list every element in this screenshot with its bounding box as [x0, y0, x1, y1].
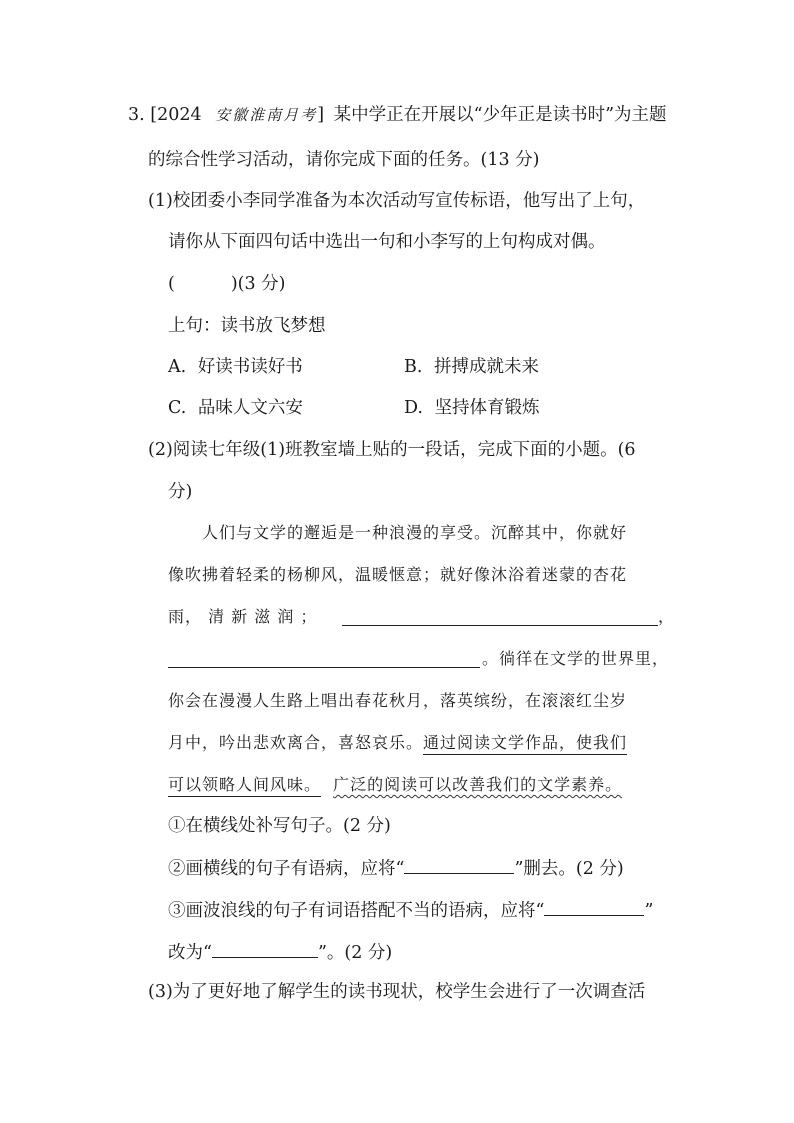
- passage-line5: 你会在漫漫人生路上唱出春花秋月，落英缤纷，在滚滚红尘岁: [168, 691, 628, 710]
- option-d[interactable]: [404, 400, 540, 418]
- option-label: D.: [404, 398, 423, 418]
- option-label: A.: [168, 357, 187, 377]
- answer-paren-open: (: [168, 274, 175, 294]
- passage-line7: [168, 777, 622, 793]
- option-text: 坚持体育锻炼: [434, 398, 540, 418]
- question-number: 3.: [128, 105, 145, 125]
- subq-3-tail: ”。(2 分): [317, 943, 393, 963]
- passage-line6: [168, 735, 627, 751]
- question-stem-line2: 的综合性学习活动，请你完成下面的任务。(13 分): [148, 150, 540, 170]
- fill-blank-5[interactable]: [212, 943, 318, 958]
- part1-upper-line: 上句：读书放飞梦想: [168, 316, 326, 336]
- underlined-sentence: 通过阅读文学作品，使我们: [423, 733, 627, 755]
- subq-3-quote: ”: [644, 901, 654, 921]
- wavy-underlined-sentence: 广泛的阅读可以改善我们的文学素养。: [333, 775, 623, 794]
- subq-3-text: ③画波浪线的句子有词语搭配不当的语病，应将“: [168, 901, 545, 921]
- passage-line4-end: 。徜徉在文学的世界里，: [482, 649, 670, 668]
- passage-line3: [168, 609, 317, 625]
- option-text: 品味人文六安: [197, 398, 303, 418]
- source-label: 安徽淮南月考: [215, 106, 318, 124]
- part2-line2: 分): [168, 482, 193, 502]
- subq-1: ①在横线处补写句子。(2 分): [168, 816, 391, 836]
- subq-3: [168, 901, 653, 921]
- subq-2: [168, 859, 624, 879]
- option-a[interactable]: [168, 359, 303, 377]
- answer-paren-close: )(3 分): [230, 274, 286, 294]
- underlined-sentence-end: 可以领略人间风味。: [168, 775, 321, 797]
- subq-2-tail: ”删去。(2 分): [514, 859, 624, 879]
- question-stem-line1: 某中学正在开展以“少年正是读书时”为主题: [333, 105, 667, 125]
- option-label: B.: [404, 357, 423, 377]
- part1-line2: 请你从下面四句话中选出一句和小李写的上句构成对偶。: [168, 232, 606, 252]
- fill-blank-4[interactable]: [544, 901, 644, 916]
- passage-line3-text: 雨， 清 新 滋 润 ；: [168, 607, 318, 626]
- passage-line6-text: 月中，吟出悲欢离合，喜怒哀乐。: [168, 733, 424, 752]
- option-c[interactable]: [168, 400, 303, 418]
- question-header: [128, 107, 667, 125]
- option-b[interactable]: [404, 359, 539, 377]
- part3-line1: (3)为了更好地了解学生的读书现状，校学生会进行了一次调查活: [148, 982, 646, 1002]
- part2-line1: (2)阅读七年级(1)班教室墙上贴的一段话，完成下面的小题。(6: [148, 440, 636, 460]
- passage-line1: 人们与文学的邂逅是一种浪漫的享受。沉醉其中，你就好: [202, 523, 628, 542]
- subq-3-change: 改为“: [168, 943, 212, 963]
- passage-line3-end: ，: [658, 607, 676, 626]
- part1-line1: (1)校团委小李同学准备为本次活动写宣传标语，他写出了上句，: [148, 191, 646, 211]
- part1-answer-slot: [168, 276, 286, 294]
- subq-3-line2: [168, 943, 392, 963]
- option-label: C.: [168, 398, 187, 418]
- source-bracket-close: ]: [317, 105, 325, 125]
- source-bracket-open: [2024: [150, 105, 202, 125]
- option-text: 好读书读好书: [197, 357, 303, 377]
- fill-blank-2[interactable]: [168, 653, 480, 668]
- subq-2-text: ②画横线的句子有语病，应将“: [168, 859, 405, 879]
- fill-blank-1[interactable]: [342, 611, 658, 626]
- passage-line2: 像吹拂着轻柔的杨柳风，温暖惬意；就好像沐浴着迷蒙的杏花: [168, 565, 628, 584]
- option-text: 拼搏成就未来: [434, 357, 540, 377]
- fill-blank-3[interactable]: [404, 859, 514, 874]
